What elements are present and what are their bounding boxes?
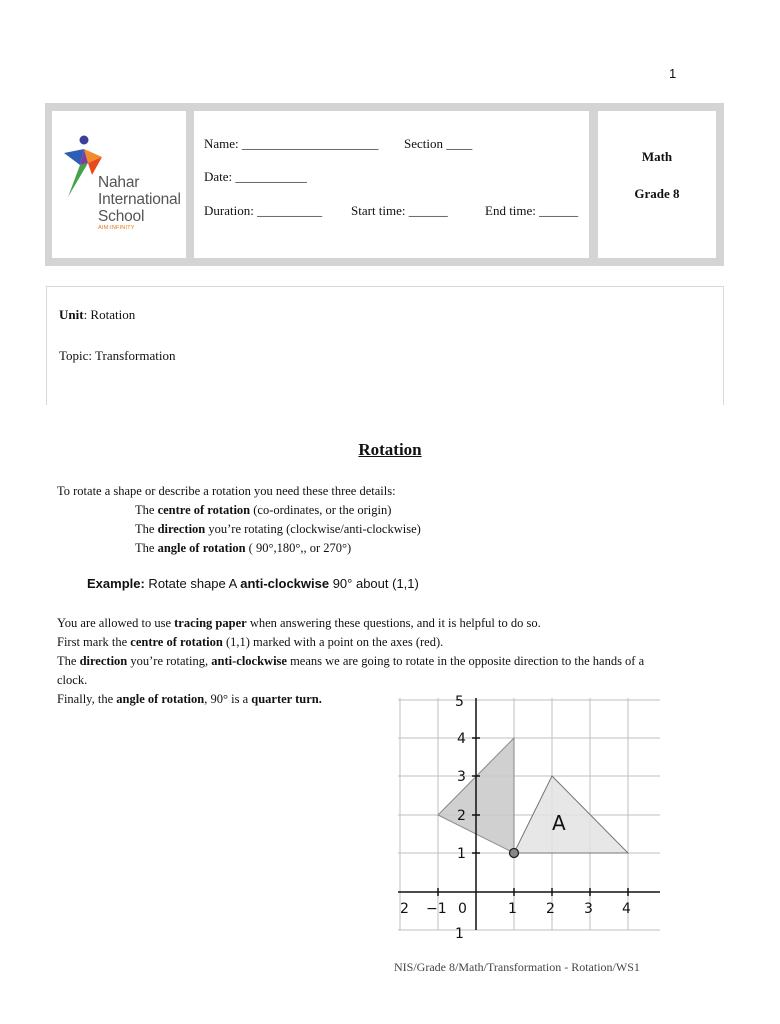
x-tick-label-4: 4 [622, 901, 631, 917]
footer: NIS/Grade 8/Math/Transformation - Rotation/WS1 [394, 960, 640, 974]
grade-level: Grade 8 [634, 186, 680, 201]
unit-label: Unit [59, 307, 84, 322]
school-name-line-1: Nahar [98, 174, 140, 191]
x-tick-label-3: 3 [584, 901, 593, 917]
x-tick-label-0: 0 [458, 901, 467, 917]
logo-cell [52, 111, 186, 258]
y-tick-label-2: 2 [457, 808, 466, 824]
y-tick-label-top-partial: 5 [455, 694, 464, 710]
date-field[interactable]: Date: ___________ [204, 169, 307, 184]
detail-centre: The centre of rotation (co-ordinates, or the origin) [135, 503, 392, 517]
paragraph-tracing-paper: You are allowed to use tracing paper when answering these questions, and it is helpful to do so. [57, 616, 541, 630]
shape-a-label: A [552, 811, 566, 835]
topic-line: Topic: Transformation [59, 348, 176, 363]
paragraph-angle: Finally, the angle of rotation, 90° is a quarter turn. [57, 692, 322, 706]
x-tick-label-2: 2 [546, 901, 555, 917]
paragraph-centre: First mark the centre of rotation (1,1) marked with a point on the axes (red). [57, 635, 444, 649]
subject-cell [598, 111, 716, 258]
example-line: Example: Rotate shape A anti-clockwise 90° about (1,1) [87, 576, 419, 591]
y-tick-label-3: 3 [457, 769, 466, 785]
unit-box [46, 286, 724, 405]
end-time-field[interactable]: End time: ______ [485, 203, 579, 218]
unit-line [59, 307, 135, 323]
paragraph-direction-cont: clock. [57, 673, 88, 687]
detail-direction: The direction you’re rotating (clockwise/anti-clockwise) [135, 522, 421, 536]
worksheet-header [45, 103, 724, 266]
school-name [98, 174, 181, 225]
page-number: 1 [669, 66, 677, 81]
x-tick-label-minus-1: −1 [426, 901, 447, 917]
detail-angle: The angle of rotation ( 90°,180°,, or 270°) [135, 541, 352, 555]
y-tick-label-bottom-partial: 1 [455, 926, 464, 942]
school-name-line-2: International [98, 191, 181, 208]
x-tick-label-1: 1 [508, 901, 517, 917]
course-name: Math [641, 149, 673, 164]
start-time-field[interactable]: Start time: ______ [351, 203, 448, 218]
y-tick-label-4: 4 [457, 731, 466, 747]
y-tick-label-1: 1 [457, 846, 466, 862]
rotation-graph [398, 694, 660, 942]
school-tagline: AIM:INFINITY [98, 225, 135, 231]
unit-value: : Rotation [83, 307, 136, 322]
x-tick-label-minus-2: 2 [400, 901, 409, 917]
paragraph-direction: The direction you’re rotating, anti-clockwise means we are going to rotate in the opposite direction to the hands of a [57, 654, 645, 668]
school-logo-icon [62, 135, 102, 199]
intro-line: To rotate a shape or describe a rotation you need these three details: [57, 484, 396, 498]
page-title: Rotation [358, 440, 422, 459]
centre-of-rotation-point [510, 849, 519, 858]
student-info-cell [194, 111, 589, 258]
duration-field[interactable]: Duration: __________ [204, 203, 323, 218]
school-name-line-3: School [98, 208, 145, 225]
name-field[interactable]: Name: _____________________ [204, 136, 379, 151]
section-field[interactable]: Section ____ [404, 136, 473, 151]
